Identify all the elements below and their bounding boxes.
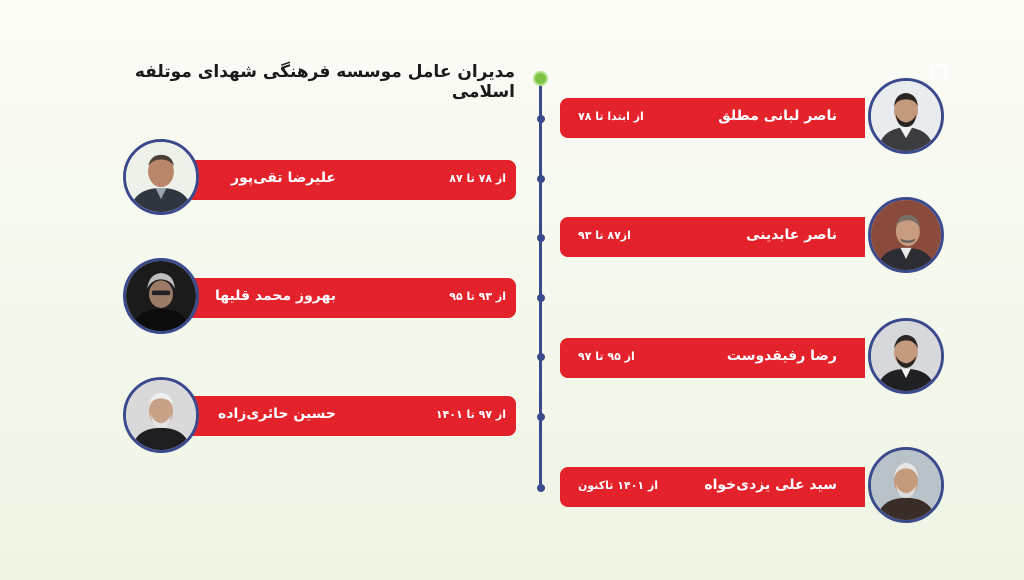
manager-photo-icon <box>868 447 944 523</box>
manager-period: از۸۷ تا ۹۳ <box>578 229 631 242</box>
timeline-line <box>539 78 542 488</box>
manager-photo-icon <box>868 197 944 273</box>
manager-photo-icon <box>868 318 944 394</box>
timeline-dot <box>537 234 545 242</box>
manager-period: از ۹۷ تا ۱۴۰۱ <box>435 408 506 421</box>
manager-bar <box>150 396 516 436</box>
timeline-dot <box>537 175 545 183</box>
manager-period: از ۷۸ تا ۸۷ <box>449 172 506 185</box>
manager-period: از ۹۵ تا ۹۷ <box>578 350 635 363</box>
manager-period: از ۱۴۰۱ تاکنون <box>578 479 659 492</box>
page-title: مدیران عامل موسسه فرهنگی شهدای موتلفه اسلامی <box>134 62 515 102</box>
timeline-dot <box>537 353 545 361</box>
manager-name: رضا رفیقدوست <box>726 348 837 364</box>
manager-bar <box>150 160 516 200</box>
manager-name: علیرضا تقی‌پور <box>231 170 336 186</box>
manager-period: از ابتدا تا ۷۸ <box>578 110 644 123</box>
timeline-dot <box>537 413 545 421</box>
timeline-dot <box>537 294 545 302</box>
manager-bar <box>560 98 865 138</box>
manager-photo-icon <box>123 377 199 453</box>
manager-name: سید علی یزدی‌خواه <box>704 477 837 493</box>
manager-photo-icon <box>123 258 199 334</box>
manager-bar <box>560 467 865 507</box>
manager-period: از ۹۳ تا ۹۵ <box>449 290 506 303</box>
timeline-start-dot <box>533 71 548 86</box>
manager-name: حسین حائری‌زاده <box>218 406 336 422</box>
timeline-dot <box>537 115 545 123</box>
manager-name: ناصر لبانی مطلق <box>718 108 837 124</box>
manager-name: ناصر عابدینی <box>746 227 837 243</box>
watermark: ۲۶ <box>928 58 953 82</box>
manager-bar <box>560 217 865 257</box>
manager-photo-icon <box>123 139 199 215</box>
manager-bar <box>150 278 516 318</box>
manager-name: بهروز محمد قلیها <box>214 288 336 304</box>
timeline-dot <box>537 484 545 492</box>
manager-photo-icon <box>868 78 944 154</box>
manager-bar <box>560 338 865 378</box>
